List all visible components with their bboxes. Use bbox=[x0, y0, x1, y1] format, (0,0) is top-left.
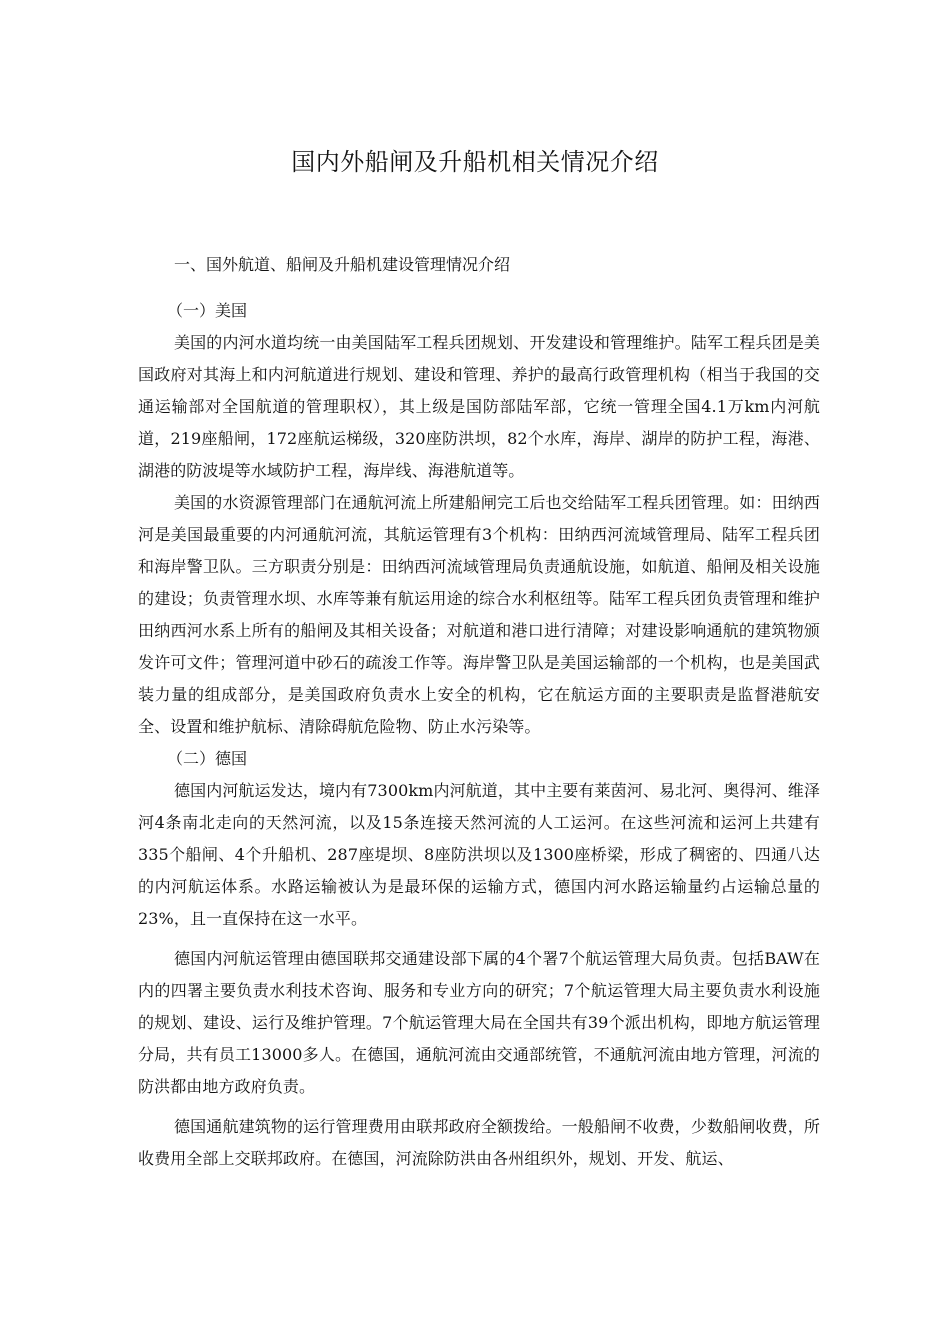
subsection-heading-germany: （二）德国 bbox=[167, 749, 248, 768]
paragraph-germany-2: 德国内河航运管理由德国联邦交通建设部下属的4个署7个航运管理大局负责。包括BAW在内的四署主要负责水利技术咨询、服务和专业方向的研究；7个航运管理大局主要负责水利设施的规划、建设、运行及维护管理。7个航运管理大局在全国共有39个派出机构，即地方航运管理分局，共有员工13000多人。在德国，通航河流由交通部统管，不通航河流由地方管理，河流的防洪都由地方政府负责。 bbox=[138, 949, 820, 1096]
paragraph-germany-3: 德国通航建筑物的运行管理费用由联邦政府全额拨给。一般船闸不收费，少数船闸收费，所收费用全部上交联邦政府。在德国，河流除防洪由各州组织外，规划、开发、航运、 bbox=[138, 1117, 820, 1168]
subsection-heading-usa: （一）美国 bbox=[167, 301, 248, 320]
paragraph-germany-1: 德国内河航运发达，境内有7300km内河航道，其中主要有莱茵河、易北河、奥得河、维泽河4条南北走向的天然河流，以及15条连接天然河流的人工运河。在这些河流和运河上共建有335个船闸、4个升船机、287座堤坝、8座防洪坝以及1300座桥梁，形成了稠密的、四通八达的内河航运体系。水路运输被认为是最环保的运输方式，德国内河水路运输量约占运输总量的23%，且一直保持在这一水平。 bbox=[138, 781, 820, 928]
section-heading-foreign: 一、国外航道、船闸及升船机建设管理情况介绍 bbox=[174, 255, 511, 274]
paragraph-spacer bbox=[138, 935, 820, 943]
paragraph-usa-1: 美国的内河水道均统一由美国陆军工程兵团规划、开发建设和管理维护。陆军工程兵团是美国政府对其海上和内河航道进行规划、建设和管理、养护的最高行政管理机构（相当于我国的交通运输部对全国航道的管理职权），其上级是国防部陆军部，它统一管理全国4.1万km内河航道，219座船闸，172座航运梯级，320座防洪坝，82个水库，海岸、湖岸的防护工程，海港、湖港的防波堤等水域防护工程，海岸线、海港航道等。 bbox=[138, 333, 820, 480]
document-body bbox=[138, 295, 820, 1175]
paragraph-spacer bbox=[138, 1103, 820, 1111]
document-title: 国内外船闸及升船机相关情况介绍 bbox=[291, 148, 659, 176]
paragraph-usa-2: 美国的水资源管理部门在通航河流上所建船闸完工后也交给陆军工程兵团管理。如：田纳西河是美国最重要的内河通航河流，其航运管理有3个机构：田纳西河流域管理局、陆军工程兵团和海岸警卫队。三方职责分别是：田纳西河流域管理局负责通航设施，如航道、船闸及相关设施的建设；负责管理水坝、水库等兼有航运用途的综合水利枢纽等。陆军工程兵团负责管理和维护田纳西河水系上所有的船闸及其相关设备；对航道和港口进行清障；对建设影响通航的建筑物颁发许可文件；管理河道中砂石的疏浚工作等。海岸警卫队是美国运输部的一个机构，也是美国武装力量的组成部分，是美国政府负责水上安全的机构，它在航运方面的主要职责是监督港航安全、设置和维护航标、清除碍航危险物、防止水污染等。 bbox=[138, 493, 820, 736]
